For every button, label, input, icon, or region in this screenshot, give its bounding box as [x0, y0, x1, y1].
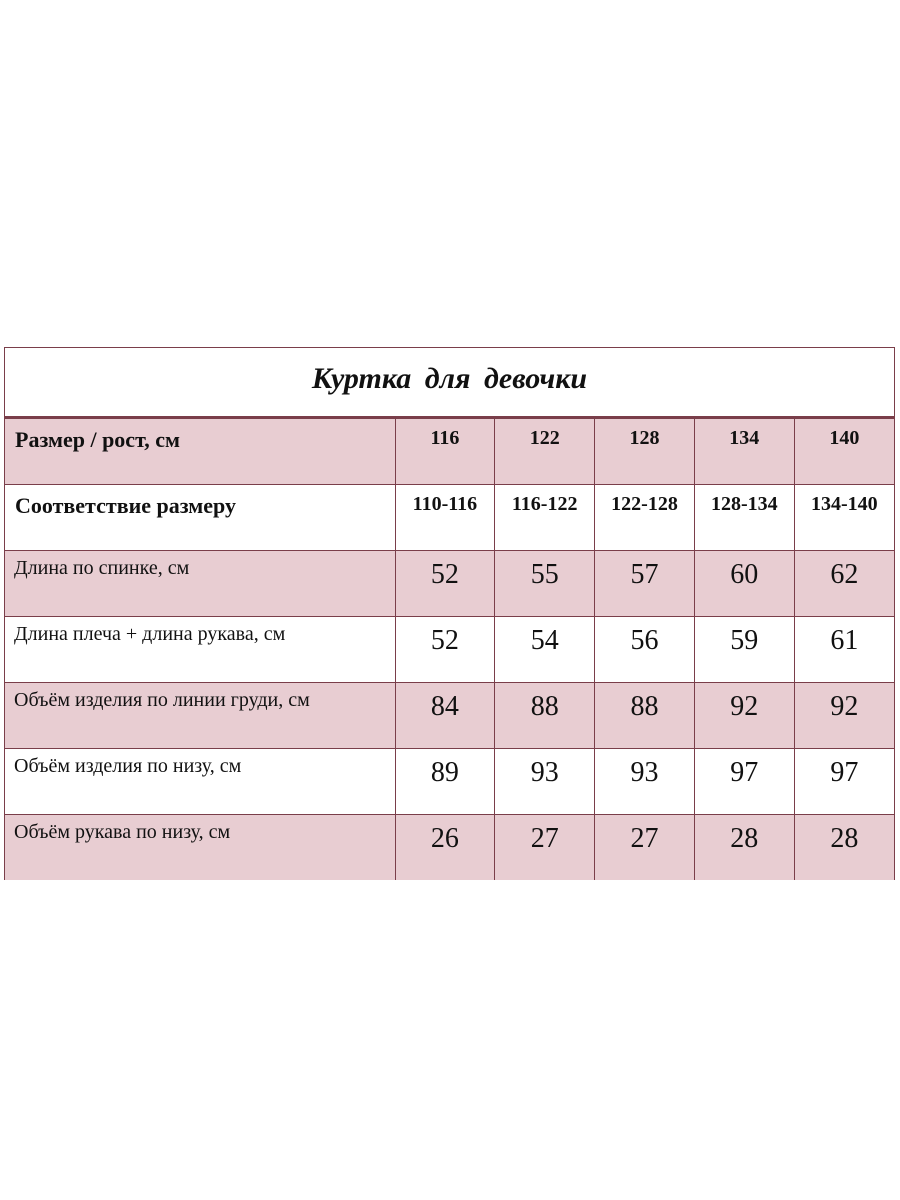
chart-title: Куртка для девочки — [311, 362, 588, 395]
value-cell: 27 — [595, 814, 695, 880]
size-cell: 128 — [595, 419, 695, 484]
value-cell: 84 — [395, 682, 495, 748]
value-cell: 60 — [694, 550, 794, 616]
row-label: Объём изделия по низу, см — [5, 748, 395, 814]
range-cell: 122-128 — [595, 484, 695, 550]
value-cell: 61 — [794, 616, 894, 682]
row-label: Объём рукава по низу, см — [5, 814, 395, 880]
value-cell: 88 — [595, 682, 695, 748]
value-cell: 26 — [395, 814, 495, 880]
value-cell: 28 — [694, 814, 794, 880]
size-chart — [4, 347, 895, 880]
range-cell: 128-134 — [694, 484, 794, 550]
value-cell: 54 — [495, 616, 595, 682]
value-cell: 27 — [495, 814, 595, 880]
header-row-correspondence — [5, 484, 894, 550]
value-cell: 89 — [395, 748, 495, 814]
value-cell: 55 — [495, 550, 595, 616]
size-cell: 122 — [495, 419, 595, 484]
size-cell: 140 — [794, 419, 894, 484]
range-cell: 116-122 — [495, 484, 595, 550]
size-table — [5, 419, 894, 880]
measurement-row-back-length — [5, 550, 894, 616]
row-label: Длина по спинке, см — [5, 550, 395, 616]
measurement-row-sleeve-hem — [5, 814, 894, 880]
measurement-row-hem — [5, 748, 894, 814]
size-cell: 116 — [395, 419, 495, 484]
value-cell: 88 — [495, 682, 595, 748]
value-cell: 56 — [595, 616, 695, 682]
row-label: Соответствие размеру — [5, 484, 395, 550]
size-cell: 134 — [694, 419, 794, 484]
value-cell: 52 — [395, 550, 495, 616]
row-label: Длина плеча + длина рукава, см — [5, 616, 395, 682]
value-cell: 92 — [694, 682, 794, 748]
value-cell: 93 — [495, 748, 595, 814]
value-cell: 93 — [595, 748, 695, 814]
range-cell: 134-140 — [794, 484, 894, 550]
value-cell: 92 — [794, 682, 894, 748]
value-cell: 28 — [794, 814, 894, 880]
value-cell: 97 — [694, 748, 794, 814]
value-cell: 57 — [595, 550, 695, 616]
title-row — [5, 348, 894, 419]
measurement-row-shoulder-sleeve — [5, 616, 894, 682]
row-label: Объём изделия по линии груди, см — [5, 682, 395, 748]
value-cell: 97 — [794, 748, 894, 814]
value-cell: 62 — [794, 550, 894, 616]
row-label: Размер / рост, см — [5, 419, 395, 484]
header-row-size — [5, 419, 894, 484]
value-cell: 52 — [395, 616, 495, 682]
value-cell: 59 — [694, 616, 794, 682]
range-cell: 110-116 — [395, 484, 495, 550]
measurement-row-chest — [5, 682, 894, 748]
